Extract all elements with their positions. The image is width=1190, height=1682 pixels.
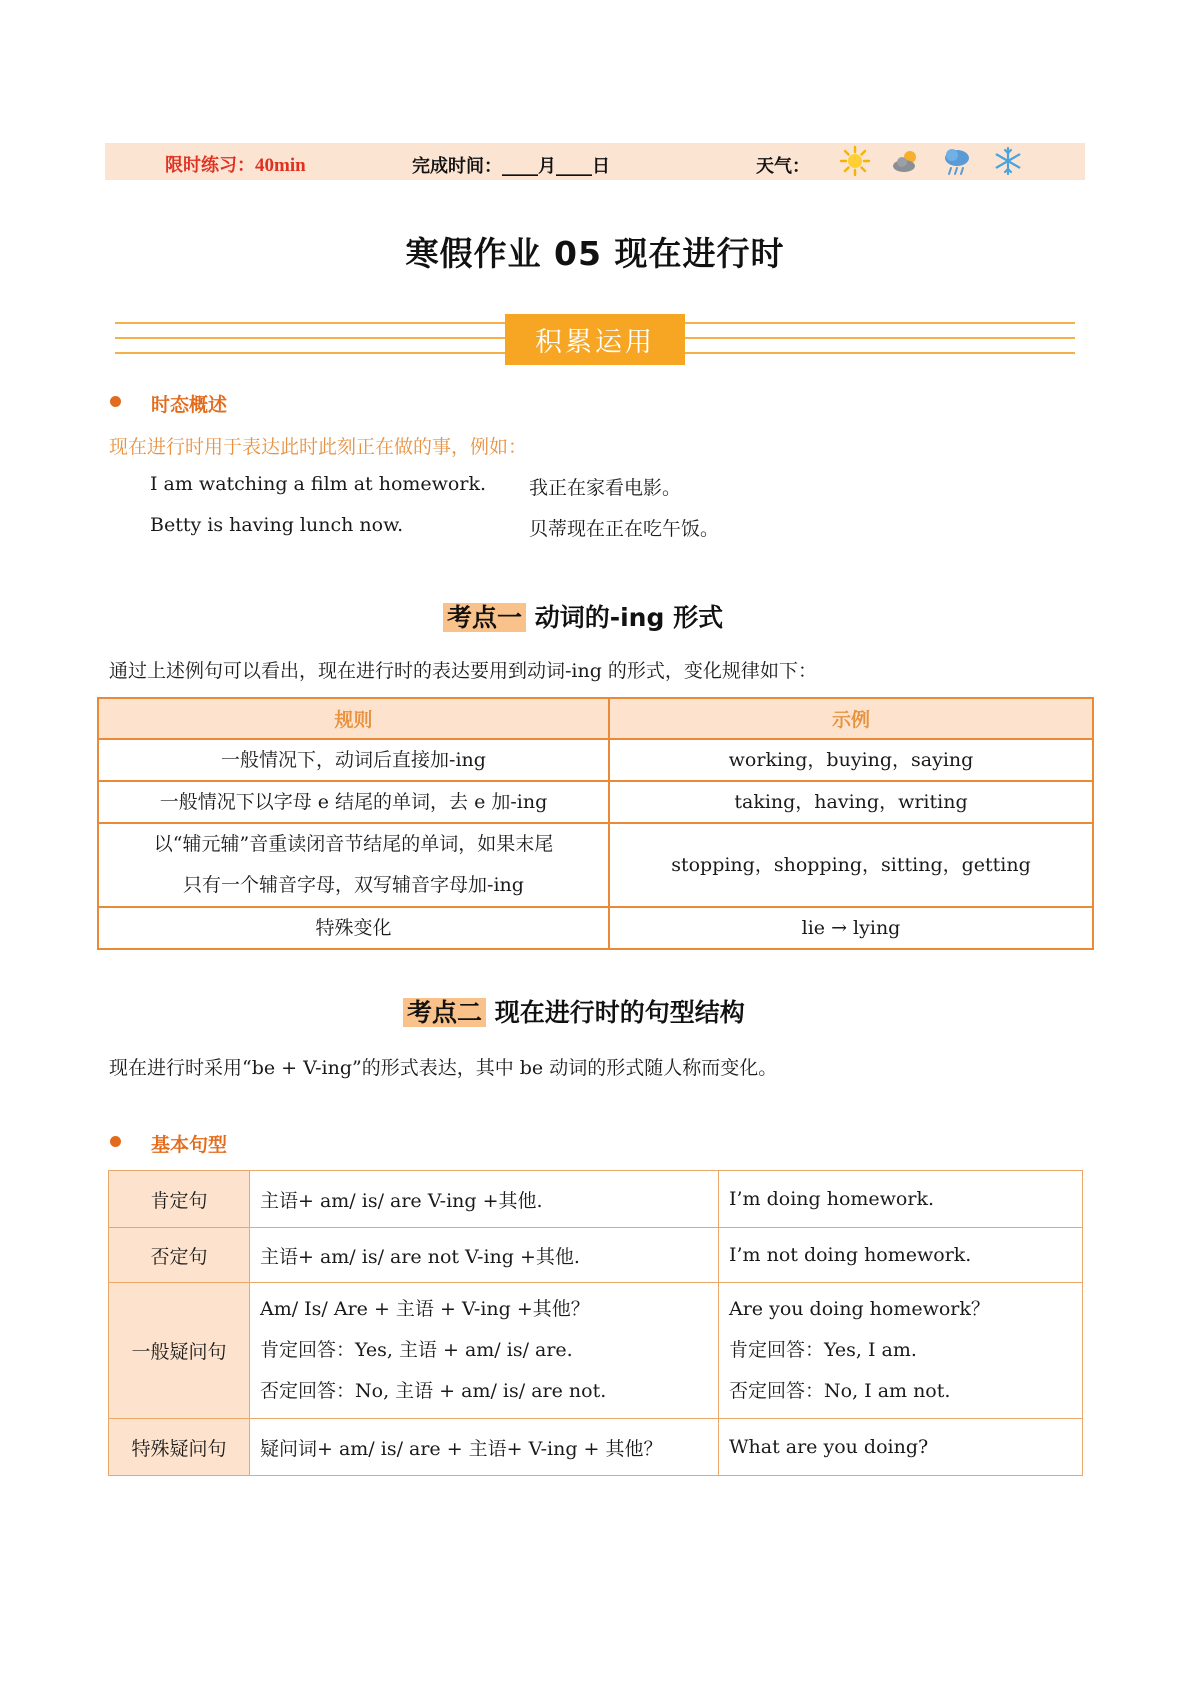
column-header: 规则 bbox=[98, 698, 609, 739]
complete-time: 完成时间：____月____日 bbox=[412, 156, 610, 177]
rule-cell: 一般情况下以字母 e 结尾的单词，去 e 加-ing bbox=[98, 781, 609, 823]
pattern-example: I’m doing homework. bbox=[719, 1171, 1083, 1228]
bullet-icon bbox=[110, 1136, 121, 1147]
pattern-example: I’m not doing homework. bbox=[719, 1228, 1083, 1283]
table-row bbox=[98, 739, 1093, 781]
point1-label: 考点一 bbox=[443, 603, 526, 632]
example-cell: lie → lying bbox=[609, 907, 1093, 949]
section-banner bbox=[505, 314, 685, 365]
table-header-row bbox=[98, 698, 1093, 739]
example-line: 肯定回答：Yes, I am. bbox=[729, 1339, 917, 1361]
example-en: I am watching a film at homework. bbox=[150, 473, 486, 495]
weather-label: 天气： bbox=[756, 156, 810, 177]
column-header: 示例 bbox=[609, 698, 1093, 739]
example-en: Betty is having lunch now. bbox=[150, 514, 404, 536]
pattern-type: 否定句 bbox=[109, 1228, 250, 1283]
pattern-type: 一般疑问句 bbox=[109, 1283, 250, 1419]
pattern-type: 肯定句 bbox=[109, 1171, 250, 1228]
overview-heading: 时态概述 bbox=[151, 394, 228, 416]
table-row bbox=[109, 1228, 1083, 1283]
page-title: 寒假作业 05 现在进行时 bbox=[405, 234, 785, 273]
example-cell: taking，having，writing bbox=[609, 781, 1093, 823]
example-cell: stopping，shopping，sitting，getting bbox=[609, 823, 1093, 907]
table-row bbox=[109, 1419, 1083, 1476]
example-zh: 我正在家看电影。 bbox=[529, 477, 682, 499]
pattern-formula bbox=[250, 1283, 719, 1419]
example-zh: 贝蒂现在正在吃午饭。 bbox=[529, 518, 720, 540]
patterns-heading: 基本句型 bbox=[151, 1134, 228, 1156]
rule-cell: 一般情况下，动词后直接加-ing bbox=[98, 739, 609, 781]
point2-label: 考点二 bbox=[403, 998, 486, 1027]
point2-title: 现在进行时的句型结构 bbox=[494, 998, 745, 1027]
rule-cell bbox=[98, 823, 609, 907]
table-row bbox=[98, 907, 1093, 949]
table-row bbox=[109, 1283, 1083, 1419]
pattern-formula: 主语+ am/ is/ are V-ing +其他. bbox=[250, 1171, 719, 1228]
sunny-icon bbox=[839, 145, 871, 177]
rule-line: 只有一个辅音字母，双写辅音字母加-ing bbox=[183, 874, 524, 896]
example-line: 否定回答：No, I am not. bbox=[729, 1380, 951, 1402]
pattern-formula: 主语+ am/ is/ are not V-ing +其他. bbox=[250, 1228, 719, 1283]
banner-text: 积累运用 bbox=[535, 327, 655, 358]
example-cell: working，buying，saying bbox=[609, 739, 1093, 781]
table-row bbox=[98, 823, 1093, 907]
point1-title: 动词的-ing 形式 bbox=[534, 603, 724, 632]
pattern-example: What are you doing? bbox=[719, 1419, 1083, 1476]
point2-intro: 现在进行时采用“be + V-ing”的形式表达，其中 be 动词的形式随人称而变化。 bbox=[109, 1057, 778, 1079]
formula-line: Am/ Is/ Are + 主语 + V-ing +其他？ bbox=[260, 1298, 590, 1320]
sentence-pattern-table bbox=[108, 1170, 1083, 1476]
table-row bbox=[98, 781, 1093, 823]
cloudy-icon bbox=[890, 145, 922, 177]
storm-icon bbox=[941, 145, 973, 177]
point1-intro: 通过上述例句可以看出，现在进行时的表达要用到动词-ing 的形式，变化规律如下： bbox=[109, 660, 817, 682]
pattern-type: 特殊疑问句 bbox=[109, 1419, 250, 1476]
point1-heading bbox=[443, 598, 723, 634]
pattern-formula: 疑问词+ am/ is/ are + 主语+ V-ing + 其他？ bbox=[250, 1419, 719, 1476]
bullet-icon bbox=[110, 396, 121, 407]
time-limit: 限时练习：40min bbox=[165, 155, 306, 176]
formula-line: 否定回答：No, 主语 + am/ is/ are not. bbox=[260, 1380, 607, 1402]
rule-cell: 特殊变化 bbox=[98, 907, 609, 949]
snow-icon bbox=[992, 145, 1024, 177]
point2-heading bbox=[403, 993, 745, 1029]
pattern-example bbox=[719, 1283, 1083, 1419]
ing-rules-table bbox=[97, 697, 1094, 950]
overview-intro: 现在进行时用于表达此时此刻正在做的事，例如： bbox=[109, 436, 528, 458]
table-row bbox=[109, 1171, 1083, 1228]
formula-line: 肯定回答：Yes, 主语 + am/ is/ are. bbox=[260, 1339, 573, 1361]
rule-line: 以“辅元辅”音重读闭音节结尾的单词，如果末尾 bbox=[153, 833, 554, 855]
example-line: Are you doing homework？ bbox=[729, 1298, 990, 1320]
